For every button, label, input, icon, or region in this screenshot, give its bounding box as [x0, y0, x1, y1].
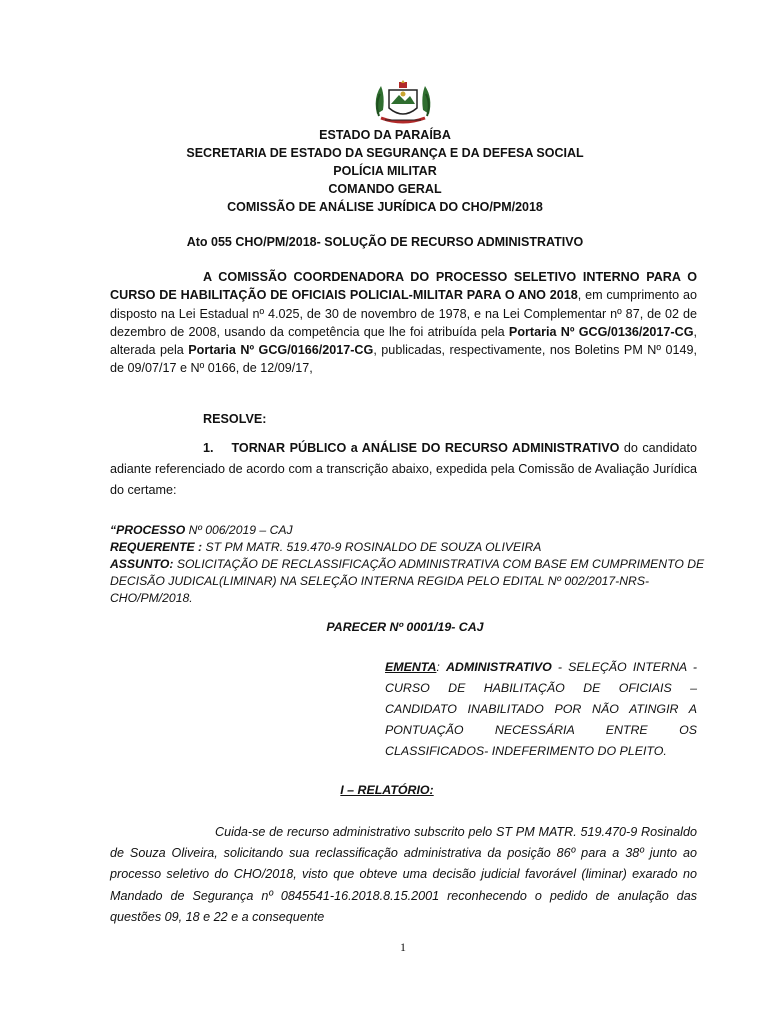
requerente-value: ST PM MATR. 519.470-9 ROSINALDO DE SOUZA OLIVEIRA: [202, 540, 542, 554]
intro-text-3: , publicadas, respectivamente, nos Boletins PM Nº 0149, de 09/07/17 e Nº 0166, de 12/09/17,: [110, 343, 697, 376]
header-police: POLÍCIA MILITAR: [333, 164, 437, 178]
assunto-label: ASSUNTO:: [110, 557, 174, 571]
item-1-text: do candidato adiante referenciado de acordo com a transcrição abaixo, expedida pela Comissão de Avaliação Jurídica do certame:: [110, 441, 698, 497]
intro-text-2: , alterada pela: [110, 324, 698, 358]
intro-paragraph: [110, 268, 697, 378]
header-command: COMANDO GERAL: [328, 182, 442, 196]
parecer-title: PARECER Nº 0001/19- CAJ: [326, 620, 484, 634]
state-coat-of-arms-icon: [371, 80, 435, 124]
header-state: ESTADO DA PARAÍBA: [319, 128, 451, 142]
processo-line: [110, 522, 710, 539]
ementa-colon: :: [436, 660, 446, 674]
page-number: 1: [400, 940, 406, 954]
relatorio-heading: I – RELATÓRIO:: [340, 783, 434, 797]
ementa-text: - SELEÇÃO INTERNA - CURSO DE HABILITAÇÃO DE OFICIAIS – CANDIDATO INABILITADO POR NÃO ATINGIR A PONTUAÇÃO NECESSÁRIA ENTRE OS CLASSIFICADOS- INDEFERIMENTO DO PLEITO.: [385, 660, 697, 758]
assunto-value: SOLICITAÇÃO DE RECLASSIFICAÇÃO ADMINISTRATIVA COM BASE EM CUMPRIMENTO DE DECISÃO JUDICAL(LIMINAR) NA SELEÇÃO INTERNA REGIDA PELO EDITAL Nº 002/2017-NRS-CHO/PM/2018.: [110, 557, 705, 605]
intro-bold-lead: A COMISSÃO COORDENADORA DO PROCESSO SELETIVO INTERNO PARA O CURSO DE HABILITAÇÃO DE OFICIAIS POLICIAL-MILITAR PARA O ANO 2018: [110, 270, 697, 303]
processo-label: “PROCESSO: [110, 523, 186, 537]
ementa-label: EMENTA: [385, 660, 437, 674]
requerente-label: REQUERENTE :: [110, 540, 203, 554]
header-secretariat: SECRETARIA DE ESTADO DA SEGURANÇA E DA DEFESA SOCIAL: [186, 146, 584, 160]
processo-value: Nº 006/2019 – CAJ: [185, 523, 293, 537]
ementa-bold: ADMINISTRATIVO: [445, 660, 552, 674]
ato-title: Ato 055 CHO/PM/2018- SOLUÇÃO DE RECURSO ADMINISTRATIVO: [186, 235, 584, 249]
item-1-bold: 1. TORNAR PÚBLICO a ANÁLISE DO RECURSO ADMINISTRATIVO: [203, 441, 620, 455]
header-commission: COMISSÃO DE ANÁLISE JURÍDICA DO CHO/PM/2018: [227, 200, 543, 214]
item-1-paragraph: [110, 438, 697, 501]
relatorio-paragraph: [110, 822, 697, 928]
requerente-line: [110, 539, 710, 556]
portaria-1: Portaria Nº GCG/0136/2017-CG: [508, 324, 694, 339]
assunto-line: [110, 556, 710, 606]
relatorio-text: Cuida-se de recurso administrativo subscrito pelo ST PM MATR. 519.470-9 Rosinaldo de Souza Oliveira, solicitando sua reclassificação administrativa da posição 86º para a 38º junto ao processo seletivo do CHO/2018, visto que obteve uma decisão judicial favorável (liminar) exarado no Mandado de Segurança nº 0845541-16.2018.8.15.2001 reconhecendo o pedido de anulação das questões 09, 18 e 22 e a consequente: [110, 825, 697, 924]
portaria-2: Portaria Nº GCG/0166/2017-CG: [188, 343, 374, 358]
resolve-heading: RESOLVE:: [203, 412, 267, 426]
ementa-block: [385, 657, 697, 762]
intro-text-1: , em cumprimento ao disposto na Lei Estadual nº 4.025, de 30 de novembro de 1978, e na Lei Complementar nº 87, de 02 de dezembro de 2008, usando da competência que lhe foi atribuída pela: [110, 288, 697, 339]
